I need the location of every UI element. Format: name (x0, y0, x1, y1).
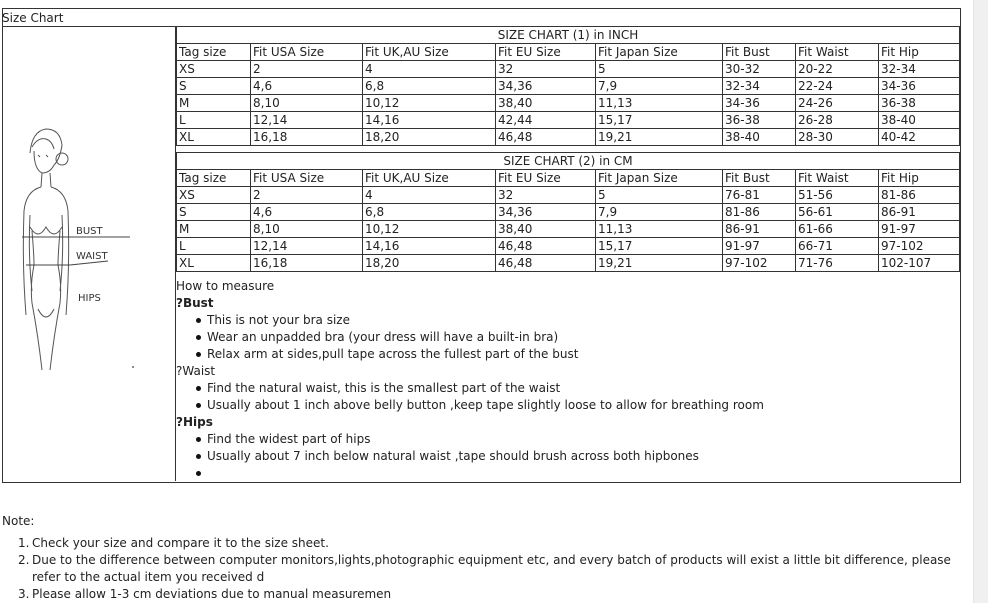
table-cell: 5 (596, 187, 723, 204)
table-cell: L (177, 238, 251, 255)
list-item (176, 448, 956, 465)
note-list (2, 535, 962, 603)
header-cell: Tag size (177, 44, 251, 61)
header-cell: Fit USA Size (251, 170, 363, 187)
table-cell: M (177, 221, 251, 238)
table-cell: 46,48 (496, 238, 596, 255)
header-row (177, 44, 960, 61)
table-cell: 32 (496, 187, 596, 204)
table-cell: 36-38 (879, 95, 960, 112)
how-to-measure-title: How to measure (176, 279, 275, 293)
header-cell: Fit Bust (723, 44, 796, 61)
table-cell: 4 (363, 187, 496, 204)
table-cell: 38,40 (496, 95, 596, 112)
table-row (177, 255, 960, 272)
note-item (2, 552, 962, 586)
measure-heading: ?Bust (176, 296, 214, 310)
table-cell: 5 (596, 61, 723, 78)
list-item (176, 346, 956, 363)
table-cell: 28-30 (796, 129, 879, 146)
table-row (177, 129, 960, 146)
note-item-text: Please allow 1-3 cm deviations due to manual measuremen (32, 587, 392, 601)
note-number: 2. (18, 553, 30, 567)
size-chart-cm-table (176, 152, 960, 272)
list-item (176, 431, 956, 448)
table-cell: 4,6 (251, 204, 363, 221)
table-row (177, 95, 960, 112)
table-cell: 46,48 (496, 129, 596, 146)
body-measurement-figure (8, 115, 168, 380)
table-cell: 66-71 (796, 238, 879, 255)
list-item-text: This is not your bra size (207, 313, 350, 327)
note-item-text: Check your size and compare it to the size sheet. (32, 536, 329, 550)
table-cell: 8,10 (251, 221, 363, 238)
table-cell: 12,14 (251, 238, 363, 255)
table-cell: 97-102 (879, 238, 960, 255)
bust-label: BUST (76, 226, 103, 237)
table-cell: 76-81 (723, 187, 796, 204)
table-cell: 32-34 (723, 78, 796, 95)
table-cell: 51-56 (796, 187, 879, 204)
header-cell: Fit Hip (879, 44, 960, 61)
table-cell: 81-86 (723, 204, 796, 221)
table-row (177, 187, 960, 204)
table-cell: 102-107 (879, 255, 960, 272)
table-cell: 81-86 (879, 187, 960, 204)
bullet-icon (196, 437, 201, 442)
list-item-text: Usually about 7 inch below natural waist ,tape should brush across both hipbones (207, 449, 699, 463)
note-item (2, 586, 962, 603)
how-to-measure-section (176, 278, 956, 482)
bullet-icon (196, 352, 201, 357)
list-item-text: Usually about 1 inch above belly button ,keep tape slightly loose to allow for breathing room (207, 398, 764, 412)
table-cell: 16,18 (251, 129, 363, 146)
table-cell: 32-34 (879, 61, 960, 78)
hips-label: HIPS (78, 293, 101, 304)
table-cell: S (177, 78, 251, 95)
page-title: Size Chart (2, 11, 64, 25)
table-cell: 10,12 (363, 221, 496, 238)
header-row (177, 170, 960, 187)
measure-list (176, 312, 956, 363)
table-cell: 71-76 (796, 255, 879, 272)
list-item (176, 380, 956, 397)
table-cell: 20-22 (796, 61, 879, 78)
table-cell: 2 (251, 187, 363, 204)
table-cell: 8,10 (251, 95, 363, 112)
table-cell: S (177, 204, 251, 221)
list-item-text: Find the natural waist, this is the smallest part of the waist (207, 381, 561, 395)
list-item (176, 465, 956, 482)
table-cell: XS (177, 187, 251, 204)
table-cell: 14,16 (363, 112, 496, 129)
table-cell: 34-36 (879, 78, 960, 95)
bullet-icon (196, 471, 201, 476)
table-cell: 2 (251, 61, 363, 78)
header-cell: Fit Japan Size (596, 44, 723, 61)
measure-heading: ?Hips (176, 415, 213, 429)
header-cell: Fit Bust (723, 170, 796, 187)
table-caption: SIZE CHART (2) in CM (177, 153, 960, 170)
table-cell: 56-61 (796, 204, 879, 221)
table-cell: 38-40 (723, 129, 796, 146)
table-cell: 86-91 (723, 221, 796, 238)
table-cell: 38-40 (879, 112, 960, 129)
bullet-icon (196, 335, 201, 340)
table-cell: 6,8 (363, 204, 496, 221)
table-cell: 34,36 (496, 204, 596, 221)
measure-heading: ?Waist (176, 364, 216, 378)
list-item (176, 312, 956, 329)
table-cell: 15,17 (596, 112, 723, 129)
table-cell: 11,13 (596, 221, 723, 238)
table-cell: 16,18 (251, 255, 363, 272)
table-cell: M (177, 95, 251, 112)
table-cell: 7,9 (596, 78, 723, 95)
waist-label: WAIST (76, 251, 108, 262)
table-cell: 4 (363, 61, 496, 78)
note-title: Note: (2, 514, 35, 528)
table-cell: 10,12 (363, 95, 496, 112)
table-row (177, 238, 960, 255)
table-row (177, 112, 960, 129)
table-cell: 24-26 (796, 95, 879, 112)
header-cell: Fit USA Size (251, 44, 363, 61)
note-number: 1. (18, 536, 30, 550)
vertical-scrollbar[interactable] (973, 0, 988, 603)
table-cell: 61-66 (796, 221, 879, 238)
table-cell: 18,20 (363, 255, 496, 272)
list-item (176, 329, 956, 346)
table-cell: 14,16 (363, 238, 496, 255)
size-chart-inch-table (176, 26, 960, 146)
list-item-text: Relax arm at sides,pull tape across the fullest part of the bust (207, 347, 579, 361)
table-cell: 19,21 (596, 255, 723, 272)
table-cell: 19,21 (596, 129, 723, 146)
table-cell: 34,36 (496, 78, 596, 95)
table-cell: 32 (496, 61, 596, 78)
header-cell: Fit Japan Size (596, 170, 723, 187)
table-cell: 18,20 (363, 129, 496, 146)
table-cell: 15,17 (596, 238, 723, 255)
table-row (177, 221, 960, 238)
table-row (177, 61, 960, 78)
table-cell: 30-32 (723, 61, 796, 78)
table-cell: 34-36 (723, 95, 796, 112)
table-cell: 42,44 (496, 112, 596, 129)
header-cell: Fit Waist (796, 170, 879, 187)
table-cell: 38,40 (496, 221, 596, 238)
measure-list (176, 380, 956, 414)
header-cell: Fit Hip (879, 170, 960, 187)
table-cell: L (177, 112, 251, 129)
table-caption: SIZE CHART (1) in INCH (177, 27, 960, 44)
table-cell: 12,14 (251, 112, 363, 129)
header-cell: Fit Waist (796, 44, 879, 61)
table-cell: 97-102 (723, 255, 796, 272)
header-cell: Fit UK,AU Size (363, 170, 496, 187)
note-item-text: Due to the difference between computer monitors,lights,photographic equipment etc, and every batch of products will exist a little bit difference, please refer to the actual item you received d (32, 553, 951, 584)
note-item (2, 535, 962, 552)
table-cell: 4,6 (251, 78, 363, 95)
table-row (177, 78, 960, 95)
table-cell: 40-42 (879, 129, 960, 146)
table-cell: XL (177, 255, 251, 272)
table-cell: 6,8 (363, 78, 496, 95)
note-section (2, 514, 962, 603)
table-cell: 46,48 (496, 255, 596, 272)
table-cell: 36-38 (723, 112, 796, 129)
list-item-text: Wear an unpadded bra (your dress will have a built-in bra) (207, 330, 559, 344)
bullet-icon (196, 454, 201, 459)
list-item (176, 397, 956, 414)
table-cell: 7,9 (596, 204, 723, 221)
table-cell: 22-24 (796, 78, 879, 95)
table-row (177, 204, 960, 221)
table-cell: XL (177, 129, 251, 146)
header-cell: Fit EU Size (496, 44, 596, 61)
header-cell: Fit UK,AU Size (363, 44, 496, 61)
table-cell: 91-97 (723, 238, 796, 255)
table-cell: 11,13 (596, 95, 723, 112)
note-number: 3. (18, 587, 30, 601)
measure-list (176, 431, 956, 482)
bullet-icon (196, 318, 201, 323)
table-cell: XS (177, 61, 251, 78)
header-cell: Tag size (177, 170, 251, 187)
table-cell: 86-91 (879, 204, 960, 221)
table-cell: 26-28 (796, 112, 879, 129)
bullet-icon (196, 403, 201, 408)
list-item-text: Find the widest part of hips (207, 432, 371, 446)
bullet-icon (196, 386, 201, 391)
table-cell: 91-97 (879, 221, 960, 238)
header-cell: Fit EU Size (496, 170, 596, 187)
